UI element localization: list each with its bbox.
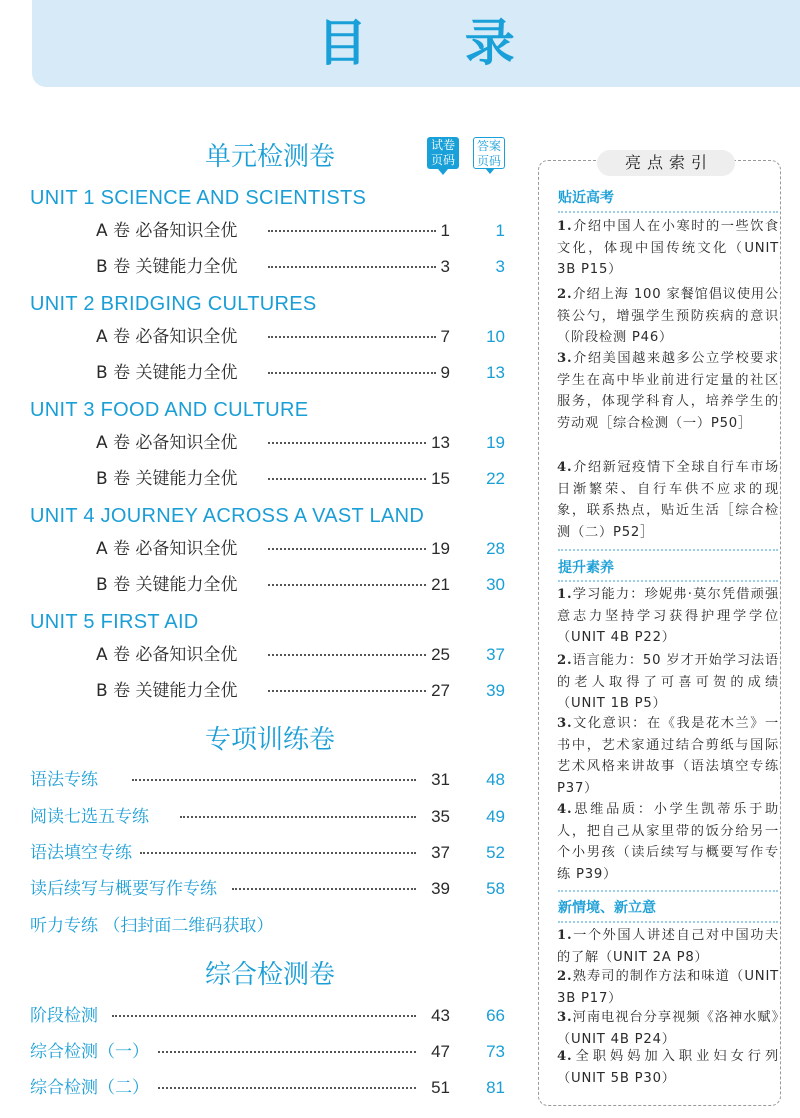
item-number: 2. [557, 287, 573, 302]
highlight-item[interactable] [557, 457, 779, 543]
item-number: 2. [557, 653, 573, 668]
answer-page-number: 28 [486, 539, 505, 558]
item-number: 4. [557, 802, 573, 817]
answer-page-number: 1 [495, 221, 505, 240]
toc-row[interactable] [0, 805, 540, 829]
leader-dots [232, 888, 416, 890]
toc-row[interactable] [0, 537, 540, 561]
highlight-item[interactable] [557, 216, 779, 281]
test-page-number: 13 [431, 433, 450, 452]
answer-page-number: 52 [486, 843, 505, 862]
test-page-number: 31 [431, 770, 450, 789]
toc-row-label: 综合检测（一） [30, 1042, 149, 1062]
item-number: 1. [557, 587, 573, 602]
category-divider [558, 549, 778, 551]
item-text: 文化意识：在《我是花木兰》一书中，艺术家通过结合剪纸与国际艺术风格来讲故事（语法填空专练 P37） [557, 716, 779, 796]
leader-dots [140, 852, 416, 854]
toc-row-label: 综合检测（二） [30, 1078, 149, 1098]
test-page-number: 15 [431, 469, 450, 488]
unit-title[interactable]: UNIT 5 FIRST AID [30, 611, 199, 633]
toc-row[interactable] [0, 325, 540, 349]
toc-row-label: B 卷 关键能力全优 [96, 469, 238, 489]
toc-row-label: A 卷 必备知识全优 [96, 327, 238, 347]
category-divider [558, 580, 778, 582]
item-text: 全职妈妈加入职业妇女行列（UNIT 5B P30） [557, 1049, 779, 1086]
highlight-item[interactable] [557, 284, 779, 349]
category-divider [558, 921, 778, 923]
test-page-number: 7 [440, 327, 450, 346]
test-page-number: 39 [431, 879, 450, 898]
category-heading: 提升素养 [558, 560, 614, 576]
item-text: 河南电视台分享视频《洛神水赋》（UNIT 4B P24） [557, 1010, 779, 1047]
toc-row[interactable] [0, 768, 540, 792]
highlight-item[interactable] [557, 584, 779, 649]
toc-row[interactable] [0, 431, 540, 455]
answer-page-tag-line1: 答案 [476, 139, 501, 153]
item-number: 4. [557, 460, 573, 475]
answer-page-number: 37 [486, 645, 505, 664]
test-page-number: 47 [431, 1042, 450, 1061]
item-text: 熟寿司的制作方法和味道（UNIT 3B P17） [557, 969, 779, 1006]
highlight-item[interactable] [557, 713, 779, 799]
toc-row[interactable] [0, 679, 540, 703]
toc-row-label: A 卷 必备知识全优 [96, 221, 238, 241]
section-title-comprehensive: 综合检测卷 [204, 960, 335, 990]
toc-row[interactable] [0, 361, 540, 385]
section-title-unit-tests: 单元检测卷 [204, 142, 335, 172]
highlight-item[interactable] [557, 348, 779, 434]
unit-title[interactable]: UNIT 3 FOOD AND CULTURE [30, 399, 309, 421]
item-text: 介绍上海 100 家餐馆倡议使用公筷公勺，增强学生预防疾病的意识（阶段检测 P46） [557, 287, 779, 345]
highlight-item[interactable] [557, 1046, 779, 1089]
item-text: 介绍美国越来越多公立学校要求学生在高中毕业前进行定量的社区服务，体现学科育人，培养学生的劳动观［综合检测（一）P50］ [557, 351, 779, 431]
answer-page-number: 58 [486, 879, 505, 898]
test-page-number: 25 [431, 645, 450, 664]
highlight-item[interactable] [557, 799, 779, 885]
section-title-special: 专项训练卷 [204, 725, 335, 755]
toc-row[interactable] [0, 1004, 540, 1028]
leader-dots [132, 779, 416, 781]
item-number: 3. [557, 351, 573, 366]
toc-row[interactable] [0, 219, 540, 243]
answer-page-number: 48 [486, 770, 505, 789]
test-page-number: 1 [440, 221, 450, 240]
toc-row[interactable] [0, 841, 540, 865]
unit-title[interactable]: UNIT 1 SCIENCE AND SCIENTISTS [30, 187, 367, 209]
toc-row-label: 阶段检测 [30, 1006, 98, 1026]
test-page-number: 19 [431, 539, 450, 558]
toc-row[interactable] [0, 467, 540, 491]
test-page-number: 51 [431, 1078, 450, 1097]
highlights-title: 亮点索引 [597, 150, 735, 176]
test-page-number: 21 [431, 575, 450, 594]
answer-page-number: 49 [486, 807, 505, 826]
toc-row[interactable] [0, 1076, 540, 1100]
answer-page-number: 73 [486, 1042, 505, 1061]
test-page-tag-line1: 试卷 [430, 138, 455, 152]
item-number: 3. [557, 1010, 573, 1025]
test-page-number: 37 [431, 843, 450, 862]
category-heading: 贴近高考 [558, 190, 614, 206]
item-text: 语言能力：50 岁才开始学习法语的老人取得了可喜可贺的成绩（UNIT 1B P5） [557, 653, 779, 711]
toc-row-label: A 卷 必备知识全优 [96, 433, 238, 453]
unit-title[interactable]: UNIT 2 BRIDGING CULTURES [30, 293, 317, 315]
test-page-number: 35 [431, 807, 450, 826]
item-text: 介绍中国人在小寒时的一些饮食文化，体现中国传统文化（UNIT 3B P15） [557, 219, 779, 277]
category-divider [558, 890, 778, 892]
answer-page-number: 66 [486, 1006, 505, 1025]
header-banner [32, 0, 800, 87]
toc-row-label: B 卷 关键能力全优 [96, 363, 238, 383]
answer-page-tag-line2: 页码 [476, 154, 501, 168]
toc-row-label: 语法填空专练 [30, 843, 132, 863]
answer-page-number: 10 [486, 327, 505, 346]
page-title: 目 录 [317, 14, 555, 72]
leader-dots [158, 1087, 416, 1089]
toc-row-label: A 卷 必备知识全优 [96, 539, 238, 559]
leader-dots [180, 816, 416, 818]
toc-row-label: 语法专练 [30, 770, 98, 790]
toc-row-label: 阅读七选五专练 [30, 807, 149, 827]
toc-row[interactable] [0, 643, 540, 667]
toc-row[interactable] [0, 914, 540, 938]
test-page-number: 43 [431, 1006, 450, 1025]
answer-page-number: 22 [486, 469, 505, 488]
highlight-item[interactable] [557, 925, 779, 968]
category-heading: 新情境、新立意 [558, 900, 656, 916]
toc-row-label: B 卷 关键能力全优 [96, 257, 238, 277]
item-number: 1. [557, 928, 573, 943]
item-text: 介绍新冠疫情下全球自行车市场日渐繁荣、自行车供不应求的现象，联系热点，贴近生活［综合检测（二）P52］ [557, 460, 779, 540]
toc-row[interactable] [0, 877, 540, 901]
toc-row-label: B 卷 关键能力全优 [96, 681, 238, 701]
toc-row-label: 听力专练 （扫封面二维码获取） [30, 916, 274, 936]
answer-page-number: 81 [486, 1078, 505, 1097]
test-page-tag-line2: 页码 [430, 153, 455, 167]
toc-row[interactable] [0, 573, 540, 597]
item-text: 思维品质：小学生凯蒂乐于助人，把自己从家里带的饭分给另一个小男孩（读后续写与概要写作专练 P39） [557, 802, 779, 882]
highlight-item[interactable] [557, 966, 779, 1009]
item-number: 2. [557, 969, 573, 984]
item-number: 4. [557, 1049, 573, 1064]
test-page-number: 9 [440, 363, 450, 382]
toc-row-label: 读后续写与概要写作专练 [30, 879, 217, 899]
highlight-item[interactable] [557, 1007, 779, 1050]
item-number: 3. [557, 716, 573, 731]
answer-page-number: 13 [486, 363, 505, 382]
answer-page-number: 19 [486, 433, 505, 452]
test-page-number: 27 [431, 681, 450, 700]
leader-dots [158, 1051, 416, 1053]
test-page-number: 3 [440, 257, 450, 276]
category-divider [558, 211, 778, 213]
item-text: 一个外国人讲述自己对中国功夫的了解（UNIT 2A P8） [557, 928, 779, 965]
item-number: 1. [557, 219, 573, 234]
answer-page-number: 39 [486, 681, 505, 700]
toc-row[interactable] [0, 1040, 540, 1064]
leader-dots [112, 1015, 416, 1017]
answer-page-number: 30 [486, 575, 505, 594]
highlight-item[interactable] [557, 650, 779, 715]
unit-title[interactable]: UNIT 4 JOURNEY ACROSS A VAST LAND [30, 505, 425, 527]
item-text: 学习能力：珍妮弗·莫尔凭借顽强意志力坚持学习获得护理学学位（UNIT 4B P22） [557, 587, 779, 645]
toc-row[interactable] [0, 255, 540, 279]
answer-page-number: 3 [495, 257, 505, 276]
toc-row-label: B 卷 关键能力全优 [96, 575, 238, 595]
toc-row-label: A 卷 必备知识全优 [96, 645, 238, 665]
